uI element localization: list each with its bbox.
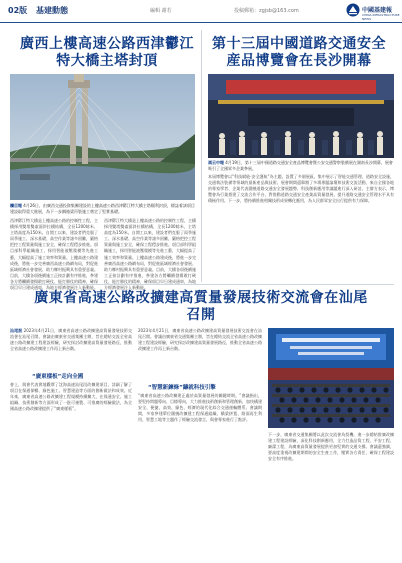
column-divider — [201, 30, 202, 282]
article1-body-col2: 西津鬱江特大橋是上樓高速公路的控制性工程，主橋採用雙塔雙索面斜拉橋結構，全長1200餘米，主塔高度為150米。自開工以來，建設者們克服了雨季施工、深水基礎、高空作業等諸多困難，嚴格把控工程質量與施工安全，確保工程穩步推進。項目部科學組織施工，採用智能液壓爬模等先進工藝，大幅提高了施工效率和質量。上樓高速公路建成後，將進一步完善廣西高速公路網布局，對促進區域經濟社會發展、助力鄉村振興具有重要意義。目前，大橋各項後續施工正按計劃有序推進，參建各方將繼續發揚敢打硬仗、能打勝仗的精神，確保項目早日建成通車，為地方經濟發展注入新動能。 — [104, 218, 196, 291]
article1-caption — [10, 203, 195, 215]
submission-email: 投稿郵箱：zgjsb@163.com — [234, 8, 299, 14]
section-title: 基建動態 — [36, 6, 68, 15]
brand-logo-icon — [346, 3, 360, 17]
article3-intro — [10, 328, 132, 370]
article3-body2: 會上，與會代表實地觀摩了沈海高速汕尾段改擴建項目，詳細了解了項目在保通保暢、綠色施工、智慧建造等方面的創新做法和成效。近年來，廣東省高速公路改擴建工程規模持續擴大，在保通安全、施工組織、技術創新等方面形成了一批可複製、可推廣的經驗做法，為全國高速公路改擴建提供了“廣東樣板”。 — [10, 382, 132, 412]
article1-caption-text: 4月26日，由廣西交通投資集團建設的上樓高速公路西津鬱江特大橋主塔順利封頂，標誌着該項目建設取得重大進展，為下一步鋼箱梁吊裝施工奠定了堅實基礎。 — [10, 203, 195, 214]
brand-subtitle: CHINA INFRASTRUCTURE NEWS — [362, 13, 400, 21]
brand-name: 中國基建報 — [362, 7, 393, 14]
article2-headline: 第十三屆中國道路交通安全産品博覽會在長沙開幕 — [212, 36, 386, 69]
article2-body: 本屆博覽會以“科技賦能·安全護航”為主題，設置了多個展區，集中展示了智能交通管理、道路安全設施、交通執法裝備等領域的最新產品與技術。展會期間還舉辦了多場專題論壇和技術交流活動，來自全國各地的專家學者、企業代表圍繞道路交通安全發展趨勢、科技創新應用等議題進行深入研討。主辦方表示，博覽會為行業搭建了交流合作平台，對推動道路交通安全產業高質量發展、提升道路交通安全管理水平具有積極作用。下一步，將持續推進相關技術成果轉化應用，為人民群眾安全出行提供有力保障。 — [208, 174, 394, 204]
article3-byline: 汕尾訊 — [10, 328, 23, 333]
article1-body: 西津鬱江特大橋是上樓高速公路的控制性工程，主橋採用雙塔雙索面斜拉橋結構，全長1200餘米，主塔高度為150米。自開工以來，建設者們克服了雨季施工、深水基礎、高空作業等諸多困難，嚴格把控工程質量與施工安全，確保工程穩步推進。項目部科學組織施工，採用智能液壓爬模等先進工藝，大幅提高了施工效率和質量。上樓高速公路建成後，將進一步完善廣西高速公路網布局，對促進區域經濟社會發展、助力鄉村振興具有重要意義。目前，大橋各項後續施工正按計劃有序推進，參建各方將繼續發揚敢打硬仗、能打勝仗的精神，確保項目早日建成通車，為地方經濟發展注入新動能。 — [10, 218, 98, 291]
page-number: 02版 — [8, 6, 28, 15]
section-divider — [10, 284, 394, 285]
article2-caption — [208, 160, 394, 172]
article1-caption-lead: 欄目報 — [10, 203, 22, 208]
editor-credit: 編輯 謝若 — [150, 8, 172, 14]
page-header — [0, 0, 402, 23]
article3-body1-col2: 2023年4月21日，廣東省高速公路改擴建高質量發展技術交流會在汕尾召開。會議由廣東省交通集團主辦，旨在總結交流全省高速公路改擴建工程建設經驗，研究探討改擴建高質量發展路徑，推動全省高速公路改擴建工作再上新台階。 — [138, 328, 262, 352]
article2-caption-lead: 馮云中報 — [208, 160, 224, 165]
article3-body4: 下一步，廣東省交通集團將以此次交流會為契機，進一步總結推廣改擴建工程建設經驗，深化科技創新應用，全力打造品質工程、平安工程、廉潔工程，為廣東高質量發展提供更加堅實的交通支撐。會議還強調，要高度重視改擴建期間的安全生產工作，壓實各方責任，確保工程建設安全有序推進。 — [268, 432, 394, 462]
article3-subhead-2: “智慧新鍊條”鑄就科技引擎 — [148, 385, 216, 391]
article3-subhead-1: “廣東樣板”走向全國 — [32, 374, 84, 380]
article3-headline: 廣東省高速公路改擴建高質量發展技術交流會在汕尾召開 — [34, 290, 368, 323]
article3-body1: 2023年4月21日，廣東省高速公路改擴建高質量發展技術交流會在汕尾召開。會議由廣東省交通集團主辦，旨在總結交流全省高速公路改擴建工程建設經驗，研究探討改擴建高質量發展路徑，推動全省高速公路改擴建工作再上新台階。 — [10, 328, 132, 352]
article2-caption-text: 4月19日，第十三屆中國道路交通安全產品博覽會暨公安交通警察裝備展在湖南長沙開幕，展會吸引了全國眾多企業參展。 — [208, 160, 393, 171]
conference-photo — [268, 328, 394, 428]
article3-body3: “廣東省高速公路改擴建正處於高質量發展的關鍵時期。”會議指出，要堅持問題導向、目標導向，大力推進技術創新和管理創新，加快構建安全、便捷、高效、綠色、經濟的現代化綜合交通運輸體系。會議期間，多家參建單位圍繞改擴建工程保通組織、橋梁拼寬、路面再生利用、智慧工地等主題作了經驗交流發言，與會專家進行了點評。 — [138, 393, 262, 423]
bridge-photo — [10, 74, 195, 200]
expo-photo — [208, 74, 394, 158]
article1-headline: 廣西上樓高速公路西津鬱江特大橋主塔封頂 — [20, 36, 194, 69]
